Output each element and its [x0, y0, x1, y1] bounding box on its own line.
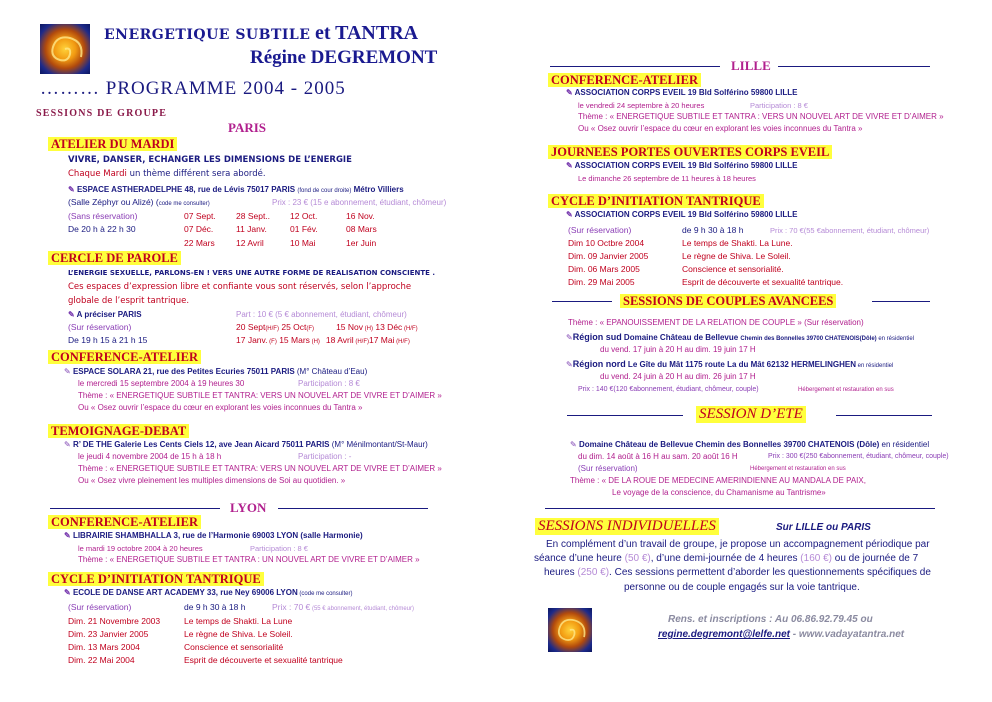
lille-conf-address: ✎ ASSOCIATION CORPS EVEIL 19 Bld Solférino 59800 LILLE — [566, 88, 798, 97]
divider — [567, 415, 683, 416]
temoin-title: TEMOIGNAGE-DEBAT — [48, 424, 189, 438]
cercle-desc-2: globale de l’esprit tantrique. — [68, 296, 190, 306]
pin-icon: ✎ — [64, 588, 73, 597]
spiral-logo — [40, 24, 90, 74]
temoin-ou: Ou « Osez vivre pleinement les multiples dimensions de Soi au quotidien. » — [78, 476, 346, 485]
mardi-address: ✎ ESPACE ASTHERADELPHE 48, rue de Lévis 75017 PARIS (fond de cour droite) Métro Villiers — [68, 185, 404, 194]
header-programme: ……… PROGRAMME 2004 - 2005 — [40, 78, 346, 99]
mardi-sans: (Sans réservation) — [68, 211, 138, 221]
date: 16 Nov. — [346, 211, 375, 221]
date: 1er Juin — [346, 238, 377, 248]
conf-paris-ou: Ou « Osez ouvrir l’espace du cœur en explorant les voies inconnues du Tantra » — [78, 403, 363, 412]
divider — [778, 66, 930, 67]
pin-icon: ✎ — [566, 88, 575, 97]
city-lille: LILLE — [731, 58, 771, 73]
lyon-sur: (Sur réservation) — [68, 602, 132, 612]
lyon-conf-address: ✎ LIBRAIRIE SHAMBHALLA 3, rue de l’Harmonie 69003 LYON (salle Harmonie) — [64, 531, 363, 540]
mardi-heure: De 20 h à 22 h 30 — [68, 224, 136, 234]
cercle-dates-1: 20 Sept(H/F) 25 Oct(F) 15 Nov (H) 13 Déc (H/F) — [236, 322, 418, 332]
pin-icon: ✎ — [566, 333, 573, 342]
divider — [552, 301, 612, 302]
city-paris: PARIS — [228, 120, 267, 135]
pin-icon: ✎ — [566, 161, 575, 170]
lyon-row-date: Dim. 23 Janvier 2005 — [68, 629, 149, 639]
couples-heb: Hébergement et restauration en sus — [798, 387, 894, 393]
ete-title: SESSION D’ETE — [696, 406, 806, 423]
couples-sud-date: du vend. 17 juin à 20 H au dim. 19 juin 17 H — [600, 345, 756, 354]
lyon-cycle-title: CYCLE D’INITIATION TANTRIQUE — [48, 572, 264, 586]
pin-icon: ✎ — [64, 440, 73, 449]
divider — [50, 508, 220, 509]
cercle-desc-1: Ces espaces d’expression libre et confiante vous sont réservés, selon l’approche — [68, 282, 412, 292]
ete-theme: Thème : « DE LA ROUE DE MEDECINE AMERINDIENNE AU MANDALA DE PAIX, — [570, 476, 866, 485]
pin-icon: ✎ — [64, 531, 73, 540]
lille-cycle-title: CYCLE D’INITIATION TANTRIQUE — [548, 194, 764, 208]
lille-cycle-address: ✎ ASSOCIATION CORPS EVEIL 19 Bld Solférino 59800 LILLE — [566, 210, 798, 219]
ete-heb: Hébergement et restauration en sus — [750, 466, 846, 472]
divider — [872, 301, 930, 302]
pin-icon: ✎ — [64, 367, 73, 376]
mardi-weekly: Chaque Mardi un thème différent sera abordé. — [68, 169, 266, 179]
groups-heading: SESSIONS DE GROUPE — [36, 108, 168, 119]
lille-jpo-title: JOURNEES PORTES OUVERTES CORPS EVEIL — [548, 145, 832, 159]
spiral-logo — [548, 608, 592, 652]
lyon-row-topic: Le temps de Shakti. La Lune — [184, 616, 293, 626]
lille-prix: Prix : 70 €(55 €abonnement, étudiant, chômeur) — [770, 226, 930, 235]
date: 11 Janv. — [236, 224, 267, 234]
conf-paris-theme: Thème : « ENERGETIQUE SUBTILE ET TANTRA: VERS UN NOUVEL ART DE VIVRE ET D’AIMER » — [78, 391, 442, 400]
indiv-title: SESSIONS INDIVIDUELLES — [535, 518, 719, 535]
indiv-line-2: séance d’une heure (50 €), d’une demi-journée de 4 heures (160 €) ou de journée de 7 — [534, 553, 919, 564]
couples-nord: ✎Région nord Le Gîte du Mât 1175 route La du Mât 62132 HERMELINGHEN en résidentiel — [566, 359, 894, 369]
date: 22 Mars — [184, 238, 215, 248]
lille-row-date: Dim. 06 Mars 2005 — [568, 264, 640, 274]
date: 10 Mai — [290, 238, 316, 248]
lille-sur: (Sur réservation) — [568, 225, 632, 235]
lille-conf-part: Participation : 8 € — [750, 101, 808, 110]
indiv-contact: regine.degremont@lelfe.net - www.vadayatantra.net — [658, 629, 905, 640]
lille-row-topic: Conscience et sensorialité. — [682, 264, 784, 274]
ete-sur: (Sur réservation) — [578, 464, 638, 473]
header-name: Régine DEGREMONT — [250, 47, 438, 68]
city-lyon: LYON — [230, 500, 267, 515]
lyon-conf-theme: Thème : « ENERGETIQUE SUBTILE ET TANTRA : UN NOUVEL ART DE VIVRE ET D’AIMER » — [78, 555, 420, 564]
lyon-row-topic: Le règne de Shiva. Le Soleil. — [184, 629, 293, 639]
ete-address: ✎ Domaine Château de Bellevue Chemin des Bonnelles 39700 CHATENOIS (Dôle) en résidentiel — [570, 440, 930, 449]
cercle-dates-2: 17 Janv. (F) 15 Mars (H) 18 Avril (H/F)17 Mai (H/F) — [236, 335, 410, 345]
temoin-theme: Thème : « ENERGETIQUE SUBTILE ET TANTRA: VERS UN NOUVEL ART DE VIVRE ET D’AIMER » — [78, 464, 442, 473]
cercle-heure: De 19 h 15 à 21 h 15 — [68, 335, 148, 345]
lyon-row-topic: Conscience et sensorialité — [184, 642, 284, 652]
lyon-row-date: Dim. 22 Mai 2004 — [68, 655, 135, 665]
mardi-subtitle: VIVRE, DANSER, ECHANGER LES DIMENSIONS DE L’ENERGIE — [68, 155, 352, 165]
cercle-title: CERCLE DE PAROLE — [48, 251, 181, 265]
conf-paris-date: le mercredi 15 septembre 2004 à 19 heures 30 — [78, 379, 245, 388]
lyon-conf-date: le mardi 19 octobre 2004 à 20 heures — [78, 544, 203, 553]
indiv-line-1: En complément d’un travail de groupe, je propose un accompagnement périodique par — [546, 539, 930, 550]
lille-jpo-address: ✎ ASSOCIATION CORPS EVEIL 19 Bld Solférino 59800 LILLE — [566, 161, 798, 170]
date: 07 Déc. — [184, 224, 214, 234]
date: 12 Oct. — [290, 211, 318, 221]
lille-conf-title: CONFERENCE-ATELIER — [548, 73, 701, 87]
lille-row-topic: Le règne de Shiva. Le Soleil. — [682, 251, 791, 261]
date: 01 Fév. — [290, 224, 318, 234]
pin-icon: ✎ — [566, 360, 573, 369]
lille-conf-ou: Ou « Osez ouvrir l’espace du cœur en explorant les voies inconnues du Tantra » — [578, 124, 863, 133]
cercle-lieu: ✎ A préciser PARIS — [68, 310, 142, 319]
lille-conf-date: le vendredi 24 septembre à 20 heures — [578, 101, 705, 110]
couples-prix: Prix : 140 €(120 €abonnement, étudiant, chômeur, couple) — [578, 386, 759, 393]
lyon-row-date: Dim. 21 Novembre 2003 — [68, 616, 161, 626]
couples-title: SESSIONS DE COUPLES AVANCEES — [620, 294, 836, 308]
conf-paris-part: Participation : 8 € — [298, 379, 360, 388]
lyon-conf-part: Participation : 8 € — [250, 544, 308, 553]
lille-jpo-date: Le dimanche 26 septembre de 11 heures à 18 heures — [578, 174, 756, 183]
ete-date: du dim. 14 août à 16 H au sam. 20 août 16 H — [578, 452, 738, 461]
couples-theme: Thème : « EPANOUISSEMENT DE LA RELATION DE COUPLE » (Sur réservation) — [568, 318, 864, 327]
lyon-cycle-address: ✎ ECOLE DE DANSE ART ACADEMY 33, rue Ney 69006 LYON (code me consulter) — [64, 588, 353, 597]
email-link[interactable]: regine.degremont@lelfe.net — [658, 629, 790, 640]
lyon-prix: Prix : 70 € (55 € abonnement, étudiant, chômeur) — [272, 602, 415, 612]
header-title: ENERGETIQUE SUBTILE et TANTRA — [104, 22, 419, 44]
lille-heure: de 9 h 30 à 18 h — [682, 225, 744, 235]
date: 07 Sept. — [184, 211, 216, 221]
lyon-conf-title: CONFERENCE-ATELIER — [48, 515, 201, 529]
date: 12 Avril — [236, 238, 264, 248]
conf-paris-title: CONFERENCE-ATELIER — [48, 350, 201, 364]
ete-prix: Prix : 300 €(250 €abonnement, étudiant, chômeur, couple) — [768, 453, 949, 460]
date: 28 Sept.. — [236, 211, 271, 221]
cercle-sur: (Sur réservation) — [68, 322, 132, 332]
mardi-title: ATELIER DU MARDI — [48, 137, 177, 151]
lyon-heure: de 9 h 30 à 18 h — [184, 602, 246, 612]
lille-row-date: Dim. 29 Mai 2005 — [568, 277, 635, 287]
divider — [545, 508, 935, 509]
lille-row-date: Dim. 09 Janvier 2005 — [568, 251, 649, 261]
temoin-address: ✎ R’ DE THE Galerie Les Cents Ciels 12, ave Jean Aicard 75011 PARIS (M° Ménilmontant/St-Maur) — [64, 440, 428, 449]
lille-row-date: Dim 10 Octbre 2004 — [568, 238, 645, 248]
pin-icon: ✎ — [68, 185, 77, 194]
indiv-rens: Rens. et inscriptions : Au 06.86.92.79.45 ou — [668, 614, 873, 625]
couples-nord-date: du vend. 24 juin à 20 H au dim. 26 juin 17 H — [600, 372, 756, 381]
lyon-row-date: Dim. 13 Mars 2004 — [68, 642, 140, 652]
mardi-salle: (Salle Zéphyr ou Alizé) (code me consulter) — [68, 197, 210, 207]
date: 08 Mars — [346, 224, 377, 234]
ete-theme-2: Le voyage de la conscience, du Chamanisme au Tantrisme» — [612, 488, 826, 497]
temoin-part: Participation : - — [298, 452, 352, 461]
couples-sud: ✎Région sud Domaine Château de Bellevue Chemin des Bonnelles 39700 CHATENOIS(Dôle) en résidentiel — [566, 332, 915, 342]
cercle-part: Part : 10 € (5 € abonnement, étudiant, chômeur) — [236, 310, 407, 319]
pin-icon: ✎ — [68, 310, 77, 319]
divider — [836, 415, 932, 416]
lyon-row-topic: Esprit de découverte et sexualité tantrique — [184, 655, 343, 665]
temoin-date: le jeudi 4 novembre 2004 de 15 h à 18 h — [78, 452, 222, 461]
lille-row-topic: Esprit de découverte et sexualité tantrique. — [682, 277, 844, 287]
mardi-prix: Prix : 23 € (15 e abonnement, étudiant, chômeur) — [272, 198, 447, 207]
lille-conf-theme: Thème : « ENERGETIQUE SUBTILE ET TANTRA : VERS UN NOUVEL ART DE VIVRE ET D’AIMER » — [578, 112, 944, 121]
indiv-cities: Sur LILLE ou PARIS — [776, 522, 871, 533]
indiv-line-3: heures (250 €). Ces sessions permettent d’aborder les questionnements spécifiques de — [544, 567, 931, 578]
divider — [550, 66, 720, 67]
indiv-line-4: personne ou de couple engagés sur la voie tantrique. — [624, 582, 860, 593]
pin-icon: ✎ — [566, 210, 575, 219]
lille-row-topic: Le temps de Shakti. La Lune. — [682, 238, 793, 248]
conf-paris-address: ✎ ESPACE SOLARA 21, rue des Petites Ecuries 75011 PARIS (M° Château d’Eau) — [64, 367, 368, 376]
cercle-subtitle: L’ENERGIE SEXUELLE, PARLONS-EN ! VERS UNE AUTRE FORME DE REALISATION CONSCIENTE . — [68, 269, 435, 277]
divider — [278, 508, 428, 509]
pin-icon: ✎ — [570, 440, 579, 449]
